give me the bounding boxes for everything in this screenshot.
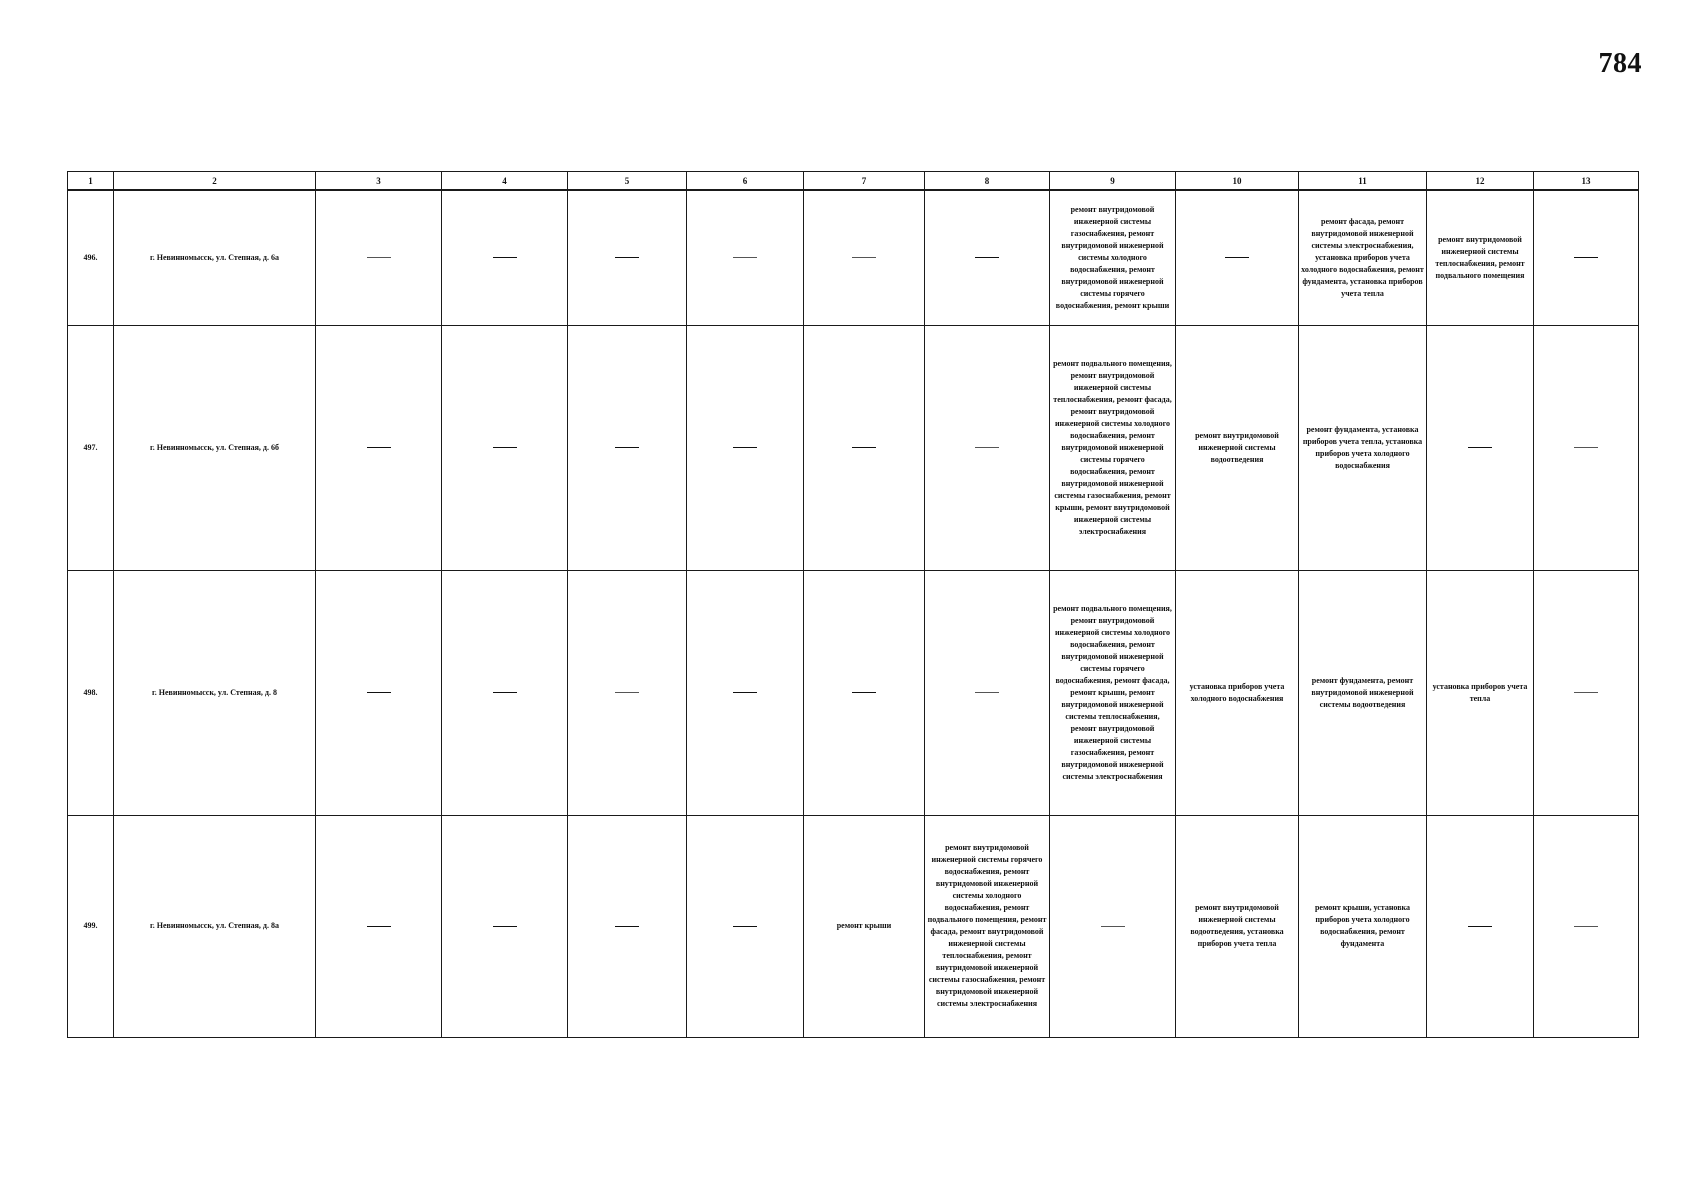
empty-dash <box>493 257 517 258</box>
cell-col-12: ремонт внутридомовой инженерной системы теплоснабжения, ремонт подвального помещения <box>1427 190 1534 325</box>
empty-dash <box>733 926 757 927</box>
column-header-5: 5 <box>568 172 687 191</box>
column-header-4: 4 <box>442 172 568 191</box>
cell-col-8 <box>925 570 1050 815</box>
empty-dash <box>1468 447 1492 448</box>
cell-col-7: ремонт крыши <box>804 815 925 1037</box>
column-header-6: 6 <box>687 172 804 191</box>
row-number: 497. <box>68 325 114 570</box>
column-header-8: 8 <box>925 172 1050 191</box>
empty-dash <box>1225 257 1249 258</box>
cell-col-10: установка приборов учета холодного водоснабжения <box>1176 570 1299 815</box>
row-address: г. Невинномысск, ул. Степная, д. 6б <box>114 325 316 570</box>
cell-col-7 <box>804 190 925 325</box>
empty-dash <box>615 257 639 258</box>
cell-col-3 <box>316 190 442 325</box>
cell-col-12 <box>1427 325 1534 570</box>
empty-dash <box>1468 926 1492 927</box>
empty-dash <box>493 692 517 693</box>
row-address: г. Невинномысск, ул. Степная, д. 8 <box>114 570 316 815</box>
row-number: 496. <box>68 190 114 325</box>
cell-col-6 <box>687 815 804 1037</box>
empty-dash <box>733 692 757 693</box>
cell-col-8 <box>925 190 1050 325</box>
empty-dash <box>367 926 391 927</box>
row-number: 498. <box>68 570 114 815</box>
empty-dash <box>615 926 639 927</box>
cell-col-12: установка приборов учета тепла <box>1427 570 1534 815</box>
empty-dash <box>367 692 391 693</box>
cell-col-6 <box>687 190 804 325</box>
column-header-1: 1 <box>68 172 114 191</box>
column-header-13: 13 <box>1534 172 1639 191</box>
cell-col-5 <box>568 325 687 570</box>
cell-col-10: ремонт внутридомовой инженерной системы водоотведения, установка приборов учета тепла <box>1176 815 1299 1037</box>
row-address: г. Невинномысск, ул. Степная, д. 8а <box>114 815 316 1037</box>
table-row <box>68 325 1639 570</box>
empty-dash <box>1574 257 1598 258</box>
cell-col-8 <box>925 325 1050 570</box>
cell-col-11: ремонт фундамента, ремонт внутридомовой инженерной системы водоотведения <box>1299 570 1427 815</box>
cell-col-12 <box>1427 815 1534 1037</box>
column-header-9: 9 <box>1050 172 1176 191</box>
cell-col-13 <box>1534 570 1639 815</box>
cell-col-13 <box>1534 815 1639 1037</box>
cell-col-6 <box>687 570 804 815</box>
empty-dash <box>367 447 391 448</box>
empty-dash <box>975 692 999 693</box>
row-address: г. Невинномысск, ул. Степная, д. 6а <box>114 190 316 325</box>
cell-col-3 <box>316 325 442 570</box>
column-header-7: 7 <box>804 172 925 191</box>
repair-schedule-table <box>67 171 1639 1038</box>
empty-dash <box>1574 926 1598 927</box>
cell-col-13 <box>1534 190 1639 325</box>
header-row <box>68 172 1639 191</box>
cell-col-7 <box>804 325 925 570</box>
cell-col-5 <box>568 815 687 1037</box>
cell-col-6 <box>687 325 804 570</box>
cell-col-11: ремонт фундамента, установка приборов учета тепла, установка приборов учета холодного водоснабжения <box>1299 325 1427 570</box>
empty-dash <box>975 447 999 448</box>
empty-dash <box>615 692 639 693</box>
empty-dash <box>1101 926 1125 927</box>
cell-col-9: ремонт подвального помещения, ремонт внутридомовой инженерной системы холодного водоснабжения, ремонт внутридомовой инженерной системы горячего водоснабжения, ремонт фасада, ремонт крыши, ремонт внутридомовой инженерной системы теплоснабжения, ремонт внутридомовой инженерной системы газоснабжения, ремонт внутридомовой инженерной системы электроснабжения <box>1050 570 1176 815</box>
cell-col-9: ремонт внутридомовой инженерной системы газоснабжения, ремонт внутридомовой инженерной системы холодного водоснабжения, ремонт внутридомовой инженерной системы горячего водоснабжения, ремонт крыши <box>1050 190 1176 325</box>
empty-dash <box>615 447 639 448</box>
column-header-2: 2 <box>114 172 316 191</box>
cell-col-9 <box>1050 815 1176 1037</box>
empty-dash <box>367 257 391 258</box>
table-row <box>68 815 1639 1037</box>
column-header-3: 3 <box>316 172 442 191</box>
empty-dash <box>1574 447 1598 448</box>
cell-col-4 <box>442 815 568 1037</box>
empty-dash <box>852 692 876 693</box>
cell-col-4 <box>442 325 568 570</box>
cell-col-8: ремонт внутридомовой инженерной системы горячего водоснабжения, ремонт внутридомовой инженерной системы холодного водоснабжения, ремонт подвального помещения, ремонт фасада, ремонт внутридомовой инженерной системы теплоснабжения, ремонт внутридомовой инженерной системы газоснабжения, ремонт внутридомовой инженерной системы электроснабжения <box>925 815 1050 1037</box>
cell-col-5 <box>568 570 687 815</box>
empty-dash <box>493 926 517 927</box>
row-number: 499. <box>68 815 114 1037</box>
cell-col-3 <box>316 570 442 815</box>
empty-dash <box>852 257 876 258</box>
cell-col-9: ремонт подвального помещения, ремонт внутридомовой инженерной системы теплоснабжения, ремонт фасада, ремонт внутридомовой инженерной системы холодного водоснабжения, ремонт внутридомовой инженерной системы горячего водоснабжения, ремонт внутридомовой инженерной системы газоснабжения, ремонт крыши, ремонт внутридомовой инженерной системы электроснабжения <box>1050 325 1176 570</box>
cell-col-10: ремонт внутридомовой инженерной системы водоотведения <box>1176 325 1299 570</box>
empty-dash <box>493 447 517 448</box>
empty-dash <box>733 257 757 258</box>
column-header-11: 11 <box>1299 172 1427 191</box>
column-header-12: 12 <box>1427 172 1534 191</box>
page-number: 784 <box>1598 48 1642 79</box>
column-header-10: 10 <box>1176 172 1299 191</box>
table-row <box>68 570 1639 815</box>
cell-col-4 <box>442 190 568 325</box>
empty-dash <box>1574 692 1598 693</box>
cell-col-11: ремонт крыши, установка приборов учета холодного водоснабжения, ремонт фундамента <box>1299 815 1427 1037</box>
cell-col-11: ремонт фасада, ремонт внутридомовой инженерной системы электроснабжения, установка приборов учета холодного водоснабжения, ремонт фундамента, установка приборов учета тепла <box>1299 190 1427 325</box>
cell-col-5 <box>568 190 687 325</box>
cell-col-3 <box>316 815 442 1037</box>
cell-col-7 <box>804 570 925 815</box>
cell-col-10 <box>1176 190 1299 325</box>
cell-col-4 <box>442 570 568 815</box>
table-row <box>68 190 1639 325</box>
empty-dash <box>852 447 876 448</box>
empty-dash <box>975 257 999 258</box>
empty-dash <box>733 447 757 448</box>
cell-col-13 <box>1534 325 1639 570</box>
